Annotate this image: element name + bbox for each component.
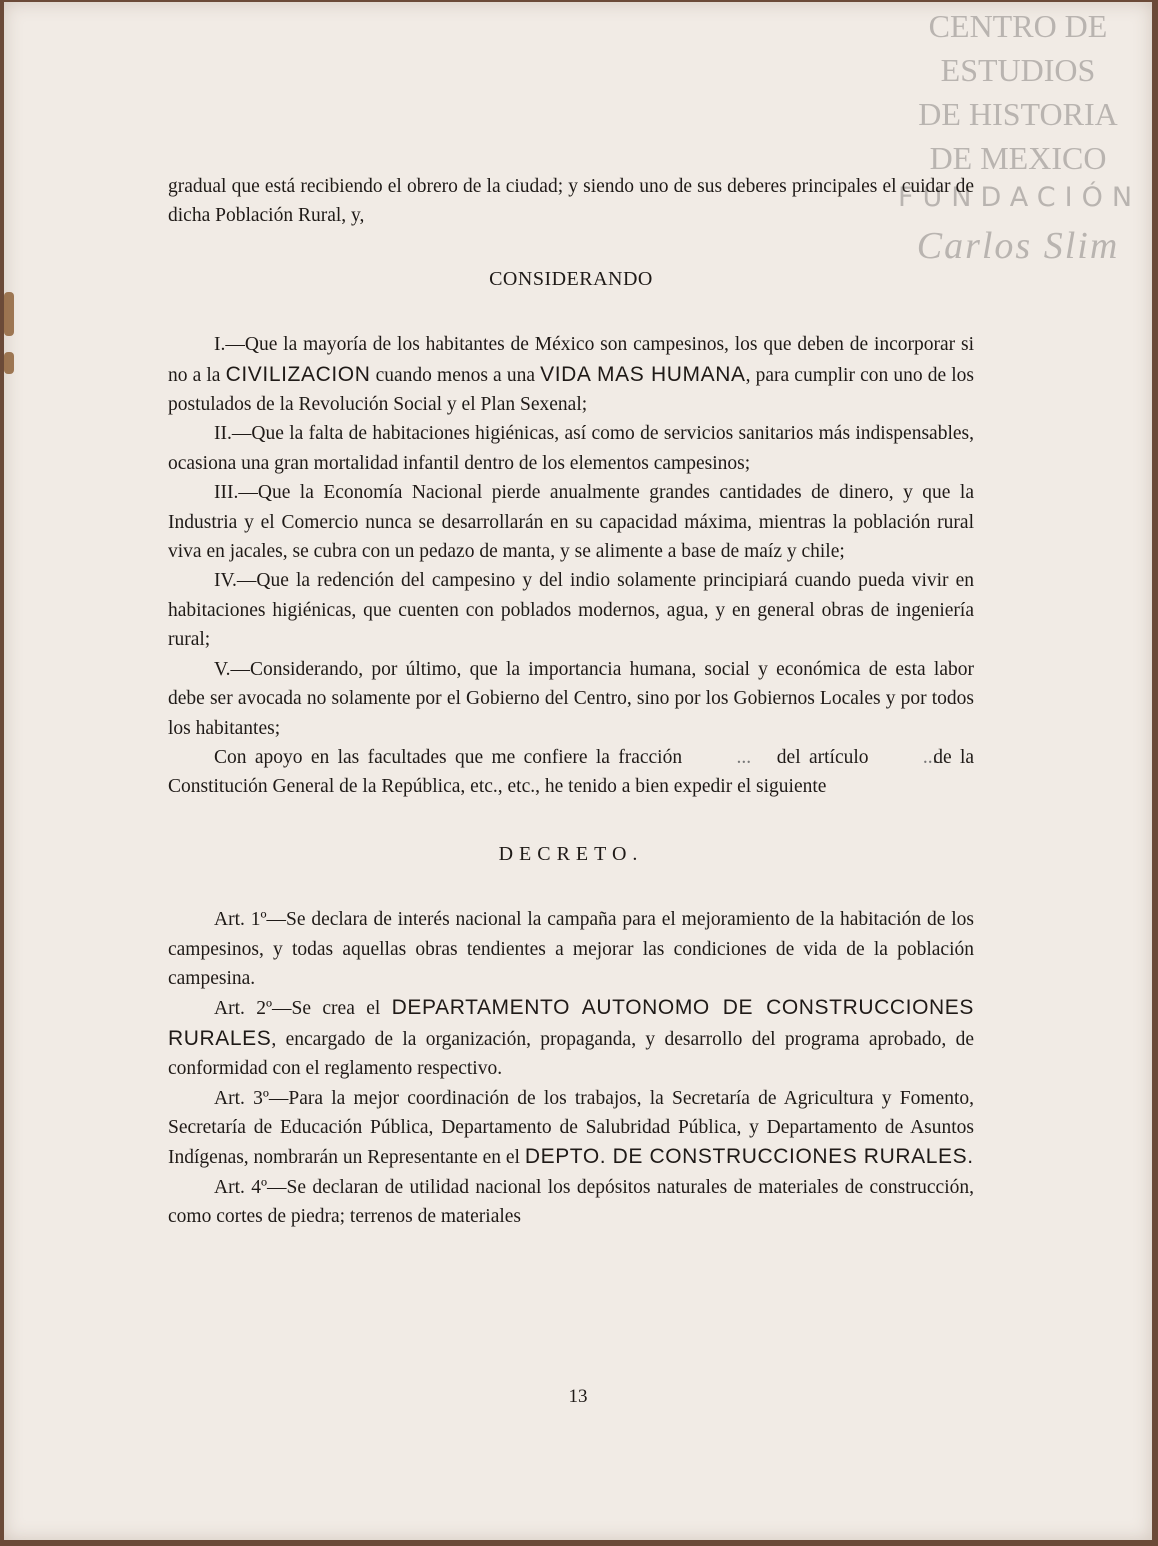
- page-number: 13: [568, 1386, 588, 1407]
- watermark-line: CENTRO DE: [928, 8, 1108, 44]
- blank-fill: ...: [922, 746, 938, 768]
- article-3: [168, 1084, 974, 1173]
- article-4: Art. 4º—Se declaran de utilidad nacional los depósitos naturales de materiales de construcción, como cortes de piedra; terrenos de materiales: [168, 1176, 974, 1228]
- considerando-2: II.—Que la falta de habitaciones higiénicas, así como de servicios sanitarios más indispensables, ocasiona una gran mortalidad infantil dentro de los elementos campesinos;: [168, 423, 974, 474]
- watermark-line: DE HISTORIA: [918, 96, 1118, 132]
- caps-run: CIVILIZACION: [225, 362, 371, 386]
- article-1: Art. 1º—Se declara de interés nacional la campaña para el mejoramiento de la habitación de los campesinos, y todas aquellas obras tendientes a mejorar las condiciones de vida de la población campesina.: [168, 909, 974, 989]
- text-run: cuando menos a una: [370, 364, 541, 386]
- watermark-signature: Carlos Slim: [916, 225, 1120, 267]
- text-run: Art. 3º—Para la mejor coordinación de los trabajos, la Secretaría de Agricultura y Fomento, Secretaría de Educación Pública, Departamento de Salubridad Pública, y Departamento de Asuntos Indígenas, nombrarán un Representante en el: [168, 1087, 974, 1169]
- text-run: I.—Que la mayoría de los habitantes de México son campesinos, los que deben de incorporar si no a la: [168, 334, 974, 386]
- text-run: del artículo: [776, 746, 869, 768]
- text-run: Con apoyo en las facultades que me confiere la fracción: [214, 746, 683, 768]
- watermark-foundation: FUNDACIÓN: [898, 182, 1142, 213]
- document-body: [168, 172, 974, 1232]
- text-run: , encargado de la organización, propaganda, y desarrollo del programa aprobado, de conformidad con el reglamento respectivo.: [168, 1028, 974, 1080]
- article-2: [168, 993, 974, 1083]
- considerando-heading: CONSIDERANDO: [489, 267, 653, 290]
- paper-stain: [4, 352, 14, 374]
- text-run: , para cumplir con uno de los postulados de la Revolución Social y el Plan Sexenal;: [168, 364, 974, 416]
- text-run: de la Constitución General de la República, etc., etc., he tenido a bien expedir el siguiente: [168, 746, 975, 798]
- document-page: [4, 2, 1152, 1540]
- caps-run: DEPTO. DE CONSTRUCCIONES RURALES.: [524, 1145, 974, 1169]
- watermark-line: ESTUDIOS: [940, 52, 1096, 88]
- paper-stain: [4, 292, 14, 336]
- decreto-heading: DECRETO.: [498, 842, 644, 865]
- watermark-line: DE MEXICO: [929, 140, 1107, 176]
- blank-fill: ...: [736, 746, 752, 768]
- intro-paragraph: gradual que está recibiendo el obrero de la ciudad; y siendo uno de sus deberes principales el cuidar de dicha Población Rural, y,: [168, 176, 974, 227]
- considerando-1: [168, 330, 974, 419]
- considerando-5: V.—Considerando, por último, que la importancia humana, social y económica de esta labor debe ser avocada no solamente por el Gobierno del Centro, sino por los Gobiernos Locales y por todos los habitantes;: [168, 658, 974, 739]
- caps-run: VIDA MAS HUMANA: [540, 362, 746, 386]
- considerando-6: [168, 743, 974, 802]
- caps-run: DEPARTAMENTO AUTONOMO DE CONSTRUCCIONES RURALES: [168, 996, 974, 1050]
- text-run: Art. 2º—Se crea el: [214, 998, 392, 1020]
- considerando-4: IV.—Que la redención del campesino y del indio solamente principiará cuando pueda vivir en habitaciones higiénicas, que cuenten con poblados modernos, agua, y en general obras de ingeniería rural;: [168, 570, 974, 651]
- considerando-3: III.—Que la Economía Nacional pierde anualmente grandes cantidades de dinero, y que la Industria y el Comercio nunca se desarrollarán en su capacidad máxima, mientras la población rural viva en jacales, se cubra con un pedazo de manta, y se alimente a base de maíz y chile;: [168, 482, 974, 563]
